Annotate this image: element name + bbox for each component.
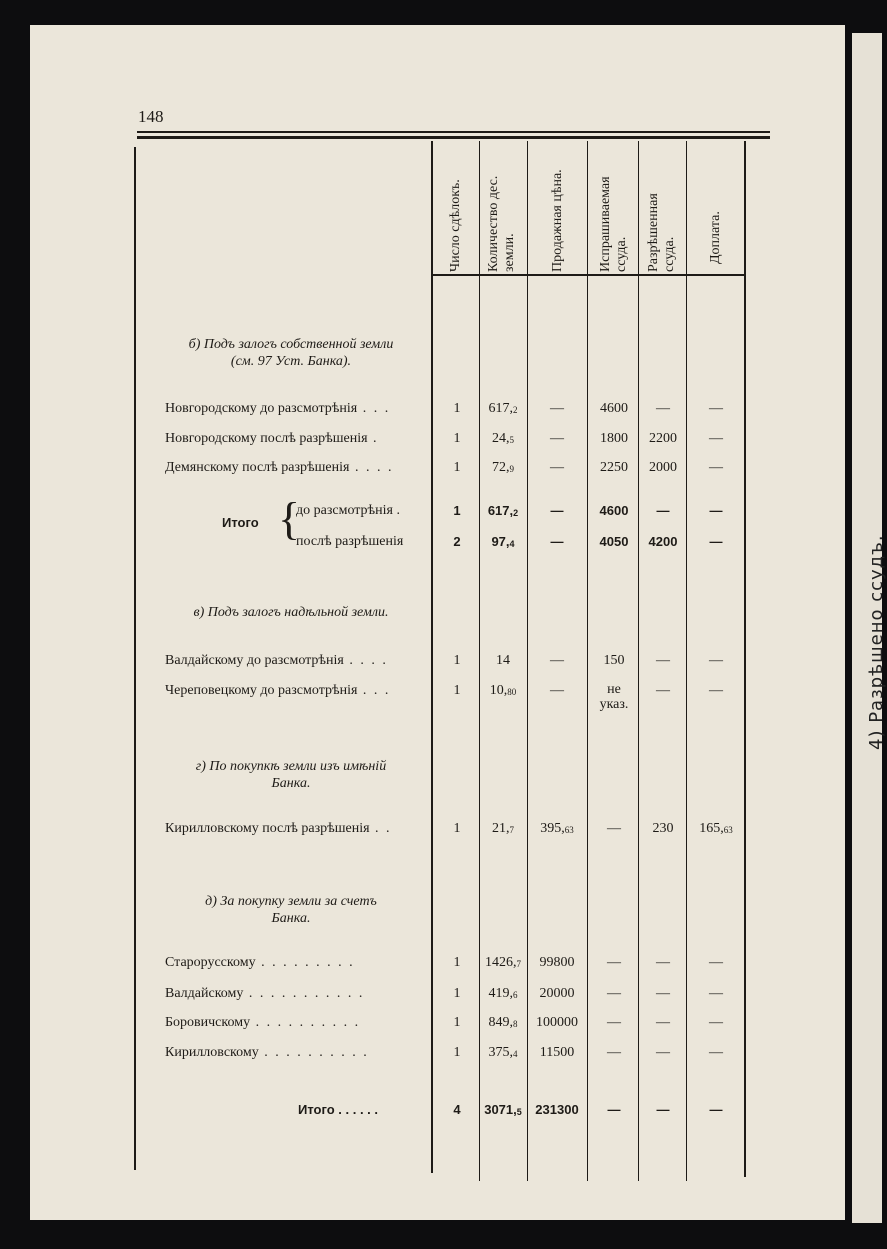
total-cell-granted-loan: — bbox=[656, 503, 670, 518]
totals-row-before: до разсмотрѣнія . 1 $617,_2$ — 4600 — — bbox=[0, 500, 881, 522]
cell-granted-loan: 2200 bbox=[649, 431, 677, 446]
cell-sale-price: — bbox=[550, 460, 564, 475]
cell-deals: 1 bbox=[453, 460, 461, 475]
total-cell-deals: 1 bbox=[453, 503, 461, 518]
cell-granted-loan: — bbox=[656, 986, 670, 1001]
row-label: Кирилловскому . . . . . . . . . . bbox=[165, 1045, 369, 1060]
cell-land-area: 14 bbox=[496, 653, 510, 668]
total-cell-land-area: $3071,_5$ bbox=[484, 1102, 522, 1117]
total-cell-land-area: $97,_4$ bbox=[491, 534, 515, 549]
cell-surcharge: — bbox=[709, 683, 723, 698]
section-b: б) Подъ залогъ собственной земли (см. 97 Уст. Банка). bbox=[188, 337, 394, 369]
cell-land-area: $375,_4$ bbox=[488, 1045, 518, 1060]
total-cell-surcharge: — bbox=[709, 1102, 723, 1117]
total-cell-granted-loan: 4200 bbox=[648, 534, 678, 549]
cell-land-area: $24,_5$ bbox=[492, 431, 514, 446]
cell-granted-loan: — bbox=[656, 401, 670, 416]
totals-row-after bbox=[0, 531, 881, 553]
cell-surcharge: — bbox=[709, 431, 723, 446]
cell-requested-loan: 1800 bbox=[600, 431, 628, 446]
row-label: Кирилловскому послѣ разрѣшенія . . bbox=[165, 821, 392, 836]
cell-surcharge: — bbox=[709, 986, 723, 1001]
cell-requested-loan: 150 bbox=[603, 653, 625, 668]
cell-land-area: $617,_2$ bbox=[488, 401, 518, 416]
cell-surcharge: — bbox=[709, 653, 723, 668]
total-cell-deals: 2 bbox=[453, 534, 461, 549]
row-label: Новгородскому послѣ разрѣшенія . bbox=[165, 431, 379, 446]
row-label: Валдайскому до разсмотрѣнія . . . . bbox=[165, 653, 388, 668]
cell-sale-price: — bbox=[550, 401, 564, 416]
row-label: Демянскому послѣ разрѣшенія . . . . bbox=[165, 460, 394, 475]
total-cell-deals: 4 bbox=[453, 1102, 461, 1117]
cell-land-area: $72,_9$ bbox=[492, 460, 514, 475]
cell-sale-price: 99800 bbox=[539, 955, 575, 970]
cell-deals: 1 bbox=[453, 1045, 461, 1060]
cell-requested-loan: — bbox=[607, 1045, 621, 1060]
table-row bbox=[0, 818, 881, 840]
cell-granted-loan: 2000 bbox=[649, 460, 677, 475]
cell-sale-price: — bbox=[550, 653, 564, 668]
totals-sub1-label: до разсмотрѣнія bbox=[296, 503, 393, 518]
cell-deals: 1 bbox=[453, 401, 461, 416]
cell-surcharge: $165,_{63}$ bbox=[699, 821, 733, 836]
cell-requested-loan: 2250 bbox=[600, 460, 628, 475]
cell-surcharge: — bbox=[709, 401, 723, 416]
total-cell-granted-loan: — bbox=[656, 1102, 670, 1117]
cell-land-area: $21,_7$ bbox=[492, 821, 514, 836]
row-label: Новгородскому до разсмотрѣнія . . . bbox=[165, 401, 391, 416]
total-cell-sale-price: — bbox=[550, 503, 564, 518]
total-cell-sale-price: — bbox=[550, 534, 564, 549]
cell-requested-loan: 4600 bbox=[600, 401, 628, 416]
cell-deals: 1 bbox=[453, 1015, 461, 1030]
totals-sub2-label: послѣ разрѣшенія bbox=[296, 534, 404, 549]
totals-row-final: Итого . . . . . . 4 $3071,_5$ 231300 — — — bbox=[0, 1099, 881, 1121]
row-label: Боровичскому . . . . . . . . . . bbox=[165, 1015, 361, 1030]
cell-requested-loan: — bbox=[607, 955, 621, 970]
total-cell-sale-price: 231300 bbox=[535, 1102, 579, 1117]
total-cell-requested-loan: 4050 bbox=[599, 534, 629, 549]
book-page bbox=[30, 25, 845, 1220]
totals-final-label: Итого bbox=[298, 1102, 335, 1117]
table-row bbox=[0, 1012, 881, 1034]
table-row bbox=[0, 428, 881, 450]
cell-land-area: $10,_{80}$ bbox=[489, 683, 517, 698]
cell-surcharge: — bbox=[709, 460, 723, 475]
totals-brace: { bbox=[278, 493, 301, 544]
section-v: в) Подъ залогъ надѣльной земли. bbox=[193, 605, 389, 620]
cell-sale-price: $395,_{63}$ bbox=[540, 821, 574, 836]
table-row bbox=[0, 952, 881, 974]
cell-sale-price: 11500 bbox=[539, 1045, 575, 1060]
cell-sale-price: — bbox=[550, 683, 564, 698]
header-rule bbox=[432, 274, 744, 276]
total-cell-land-area: $617,_2$ bbox=[487, 503, 519, 518]
cell-deals: 1 bbox=[453, 683, 461, 698]
cell-requested-loan: не указ. bbox=[599, 682, 629, 712]
cell-sale-price: — bbox=[550, 431, 564, 446]
cell-deals: 1 bbox=[453, 986, 461, 1001]
cell-surcharge: — bbox=[709, 955, 723, 970]
totals-label: Итого bbox=[222, 515, 259, 530]
table-row bbox=[0, 457, 881, 479]
cell-requested-loan: — bbox=[607, 821, 621, 836]
cell-sale-price: 20000 bbox=[539, 986, 575, 1001]
cell-sale-price: 100000 bbox=[536, 1015, 578, 1030]
table-row bbox=[0, 680, 881, 712]
cell-land-area: $849,_8$ bbox=[488, 1015, 518, 1030]
section-d: д) За покупку земли за счетъ Банка. bbox=[205, 894, 377, 926]
top-rule-thick bbox=[137, 136, 770, 139]
row-label: Старорусскому . . . . . . . . . bbox=[165, 955, 355, 970]
table-row bbox=[0, 398, 881, 420]
table-row bbox=[0, 650, 881, 672]
cell-deals: 1 bbox=[453, 431, 461, 446]
cell-surcharge: — bbox=[709, 1015, 723, 1030]
total-cell-requested-loan: 4600 bbox=[599, 503, 629, 518]
cell-granted-loan: — bbox=[656, 955, 670, 970]
top-rule bbox=[137, 131, 770, 133]
row-label: Череповецкому до разсмотрѣнія . . . bbox=[165, 683, 391, 698]
cell-deals: 1 bbox=[453, 955, 461, 970]
cell-requested-loan: — bbox=[607, 1015, 621, 1030]
cell-deals: 1 bbox=[453, 653, 461, 668]
cell-granted-loan: — bbox=[656, 1015, 670, 1030]
table-row bbox=[0, 1042, 881, 1064]
cell-deals: 1 bbox=[453, 821, 461, 836]
section-g: г) По покупкѣ земли изъ имѣній Банка. bbox=[195, 759, 387, 791]
cell-surcharge: — bbox=[709, 1045, 723, 1060]
cell-land-area: $419,_6$ bbox=[488, 986, 518, 1001]
table-row bbox=[0, 983, 881, 1005]
cell-granted-loan: — bbox=[656, 1045, 670, 1060]
cell-granted-loan: — bbox=[656, 683, 670, 698]
page-number: 148 bbox=[138, 107, 164, 126]
cell-land-area: $1426,_7$ bbox=[485, 955, 521, 970]
cell-granted-loan: 230 bbox=[652, 821, 674, 836]
total-cell-requested-loan: — bbox=[607, 1102, 621, 1117]
total-cell-surcharge: — bbox=[709, 503, 723, 518]
cell-granted-loan: — bbox=[656, 653, 670, 668]
row-label: Валдайскому . . . . . . . . . . . bbox=[165, 986, 365, 1001]
total-cell-surcharge: — bbox=[709, 534, 723, 549]
cell-requested-loan: — bbox=[607, 986, 621, 1001]
